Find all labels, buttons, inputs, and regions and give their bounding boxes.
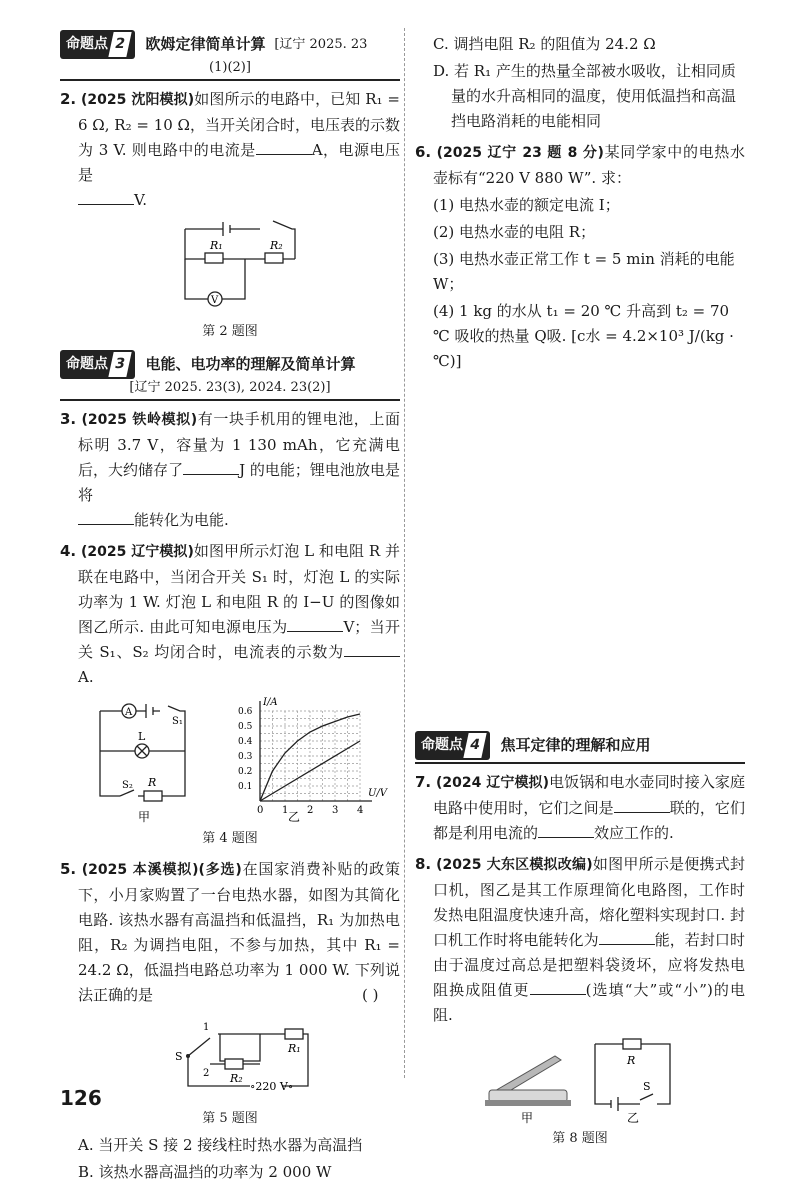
x-tick-label: 2 — [307, 805, 314, 816]
subquestion-1: (1) 电热水壶的额定电流 I； — [433, 196, 620, 214]
topic-source-cont: (1)(2)] — [209, 60, 251, 75]
topic-4-header — [415, 731, 745, 764]
figure-caption: 第 2 题图 — [202, 324, 258, 339]
y-tick-label: 0.2 — [238, 767, 253, 777]
subquestion-3: (3) 电热水壶正常工作 t = 5 min 消耗的电能 W； — [433, 250, 735, 293]
answer-blank[interactable] — [78, 510, 134, 525]
answer-blank[interactable] — [614, 798, 670, 813]
x-tick-label: 4 — [357, 805, 364, 816]
figure-q8 — [415, 1034, 745, 1151]
figure-caption: 第 8 题图 — [552, 1131, 608, 1146]
option-c[interactable]: C. 调挡电阻 R₂ 的阻值为 24.2 Ω — [433, 35, 656, 53]
y-axis-label: I/A — [263, 697, 278, 708]
question-6: 6. (2025 辽宁 23 题 8 分)某同学家中的电热水壶标有“220 V 880 W”. 求： — [415, 143, 745, 187]
topic-badge: 命题点 2 — [60, 30, 135, 59]
label-ammeter: A — [125, 707, 133, 718]
label-switch: S — [643, 1080, 651, 1093]
label-lamp: L — [138, 730, 146, 743]
question-5: 5. (2025 本溪模拟)(多选)在国家消费补贴的政策下，小月家购置了一台电热水器，如图为其简化电路. 该热水器有高温挡和低温挡，R₁ 为加热电阻，R₂ 为调挡电阻，不参与加热，其中 R₁ = 24.2 Ω，低温挡电路总功率为 1 000 W. 下列说法正确的是 ( ) — [60, 860, 400, 1004]
answer-blank[interactable] — [530, 980, 586, 995]
question-7: 7. (2024 辽宁模拟)电饭锅和电水壶同时接入家庭电路中使用时，它们之间是 联的，它们都是利用电流的 效应工作的. — [415, 773, 745, 842]
label-resistor: R — [148, 776, 157, 789]
option-a[interactable]: A. 当开关 S 接 2 接线柱时热水器为高温挡 — [78, 1136, 363, 1154]
figure-q5-circuit — [60, 1014, 400, 1131]
answer-blank[interactable] — [287, 617, 343, 632]
y-tick-label: 0.3 — [238, 752, 253, 762]
heat-sealer-image — [485, 1056, 571, 1106]
page-number: 126 — [60, 1086, 102, 1110]
label-yi: 乙 — [627, 1111, 640, 1125]
y-tick-label: 0.1 — [238, 782, 253, 792]
y-tick-label: 0.6 — [238, 707, 253, 717]
y-tick-label: 0.5 — [238, 722, 253, 732]
iu-graph — [238, 697, 389, 816]
option-b[interactable]: B. 该热水器高温挡的功率为 2 000 W — [78, 1163, 332, 1181]
question-8: 8. (2025 大东区模拟改编)如图甲所示是便携式封口机，图乙是其工作原理简化电路图，工作时发热电阻温度快速升高，熔化塑料实现封口. 封口机工作时将电能转化为 能，若封口时由于温度过高总是把塑料袋烫坏，应将发热电阻换成阻值更 (选填“大”或“小”)的电阻. — [415, 855, 745, 1024]
question-2: 2. (2025 沈阳模拟)如图所示的电路中，已知 R₁ = 6 Ω, R₂ = 10 Ω，当开关闭合时，电压表的示数为 3 V. 则电路中的电流是 A，电源电压是 V. — [60, 90, 401, 209]
label-supply: ∘220 V∘ — [250, 1080, 294, 1093]
answer-blank[interactable] — [256, 140, 312, 155]
figure-caption: 第 4 题图 — [202, 831, 258, 846]
answer-blank[interactable] — [78, 190, 134, 205]
label-voltmeter: V — [211, 295, 219, 306]
topic-source: [辽宁 2025. 23 — [274, 37, 368, 52]
label-r2: R₂ — [270, 239, 283, 252]
answer-blank[interactable] — [344, 642, 400, 657]
question-3: 3. (2025 铁岭模拟)有一块手机用的锂电池，上面标明 3.7 V，容量为 1 130 mAh，它充满电后，大约储存了 J 的电能；锂电池放电是将 能转化为电能. — [60, 410, 400, 529]
answer-blank[interactable] — [183, 460, 239, 475]
label-switch-s: S — [175, 1050, 183, 1063]
x-tick-label: 3 — [332, 805, 339, 816]
figure-q4 — [60, 696, 400, 851]
label-terminal-2: 2 — [203, 1068, 210, 1079]
column-divider — [404, 28, 405, 1078]
question-4: 4. (2025 辽宁模拟)如图甲所示灯泡 L 和电阻 R 并联在电路中，当闭合开关 S₁ 时，灯泡 L 的实际功率为 1 W. 灯泡 L 和电阻 R 的 I−U 的图像如图乙所示. 由此可知电源电压为 V；当开关 S₁、S₂ 均闭合时，电流表的示数为A. — [60, 542, 400, 686]
answer-blank[interactable] — [599, 930, 655, 945]
label-yi: 乙 — [288, 810, 301, 824]
label-s2: S₂ — [122, 780, 133, 791]
x-tick-label: 0 — [257, 805, 264, 816]
x-tick-label: 1 — [282, 805, 289, 816]
label-jia: 甲 — [138, 810, 151, 824]
answer-blank[interactable] — [538, 823, 594, 838]
subquestion-4: (4) 1 kg 的水从 t₁ = 20 ℃ 升高到 t₂ = 70 ℃ 吸收的热量 Q吸. [c水 = 4.2×10³ J/(kg · ℃)] — [433, 302, 734, 370]
option-d[interactable]: D. 若 R₁ 产生的热量全部被水吸收，让相同质量的水升高相同的温度，使用低温挡和高温挡电路消耗的电能相同 — [433, 62, 737, 130]
label-r1: R₁ — [210, 239, 223, 252]
figure-q2-circuit — [60, 219, 400, 344]
topic-2-header — [60, 30, 400, 81]
label-r1: R₁ — [288, 1042, 301, 1055]
label-r2: R₂ — [230, 1072, 243, 1085]
figure-caption: 第 5 题图 — [202, 1111, 258, 1126]
topic-title: 欧姆定律简单计算 — [145, 35, 266, 53]
answer-space — [415, 376, 745, 731]
right-column — [415, 30, 745, 1153]
topic-3-header — [60, 350, 400, 401]
label-terminal-1: 1 — [203, 1022, 210, 1033]
label-resistor: R — [627, 1054, 636, 1067]
label-s1: S₁ — [172, 716, 183, 727]
y-tick-label: 0.4 — [238, 737, 253, 747]
topic-title: 焦耳定律的理解和应用 — [500, 736, 651, 754]
subquestion-2: (2) 电热水壶的电阻 R； — [433, 223, 596, 241]
topic-title: 电能、电功率的理解及简单计算 — [145, 355, 356, 373]
topic-badge: 命题点 4 — [415, 731, 490, 760]
left-column — [60, 30, 400, 1187]
label-jia: 甲 — [521, 1111, 534, 1125]
topic-badge: 命题点 3 — [60, 350, 135, 379]
topic-source: [辽宁 2025. 23(3), 2024. 23(2)] — [129, 380, 331, 395]
x-axis-label: U/V — [368, 788, 388, 799]
